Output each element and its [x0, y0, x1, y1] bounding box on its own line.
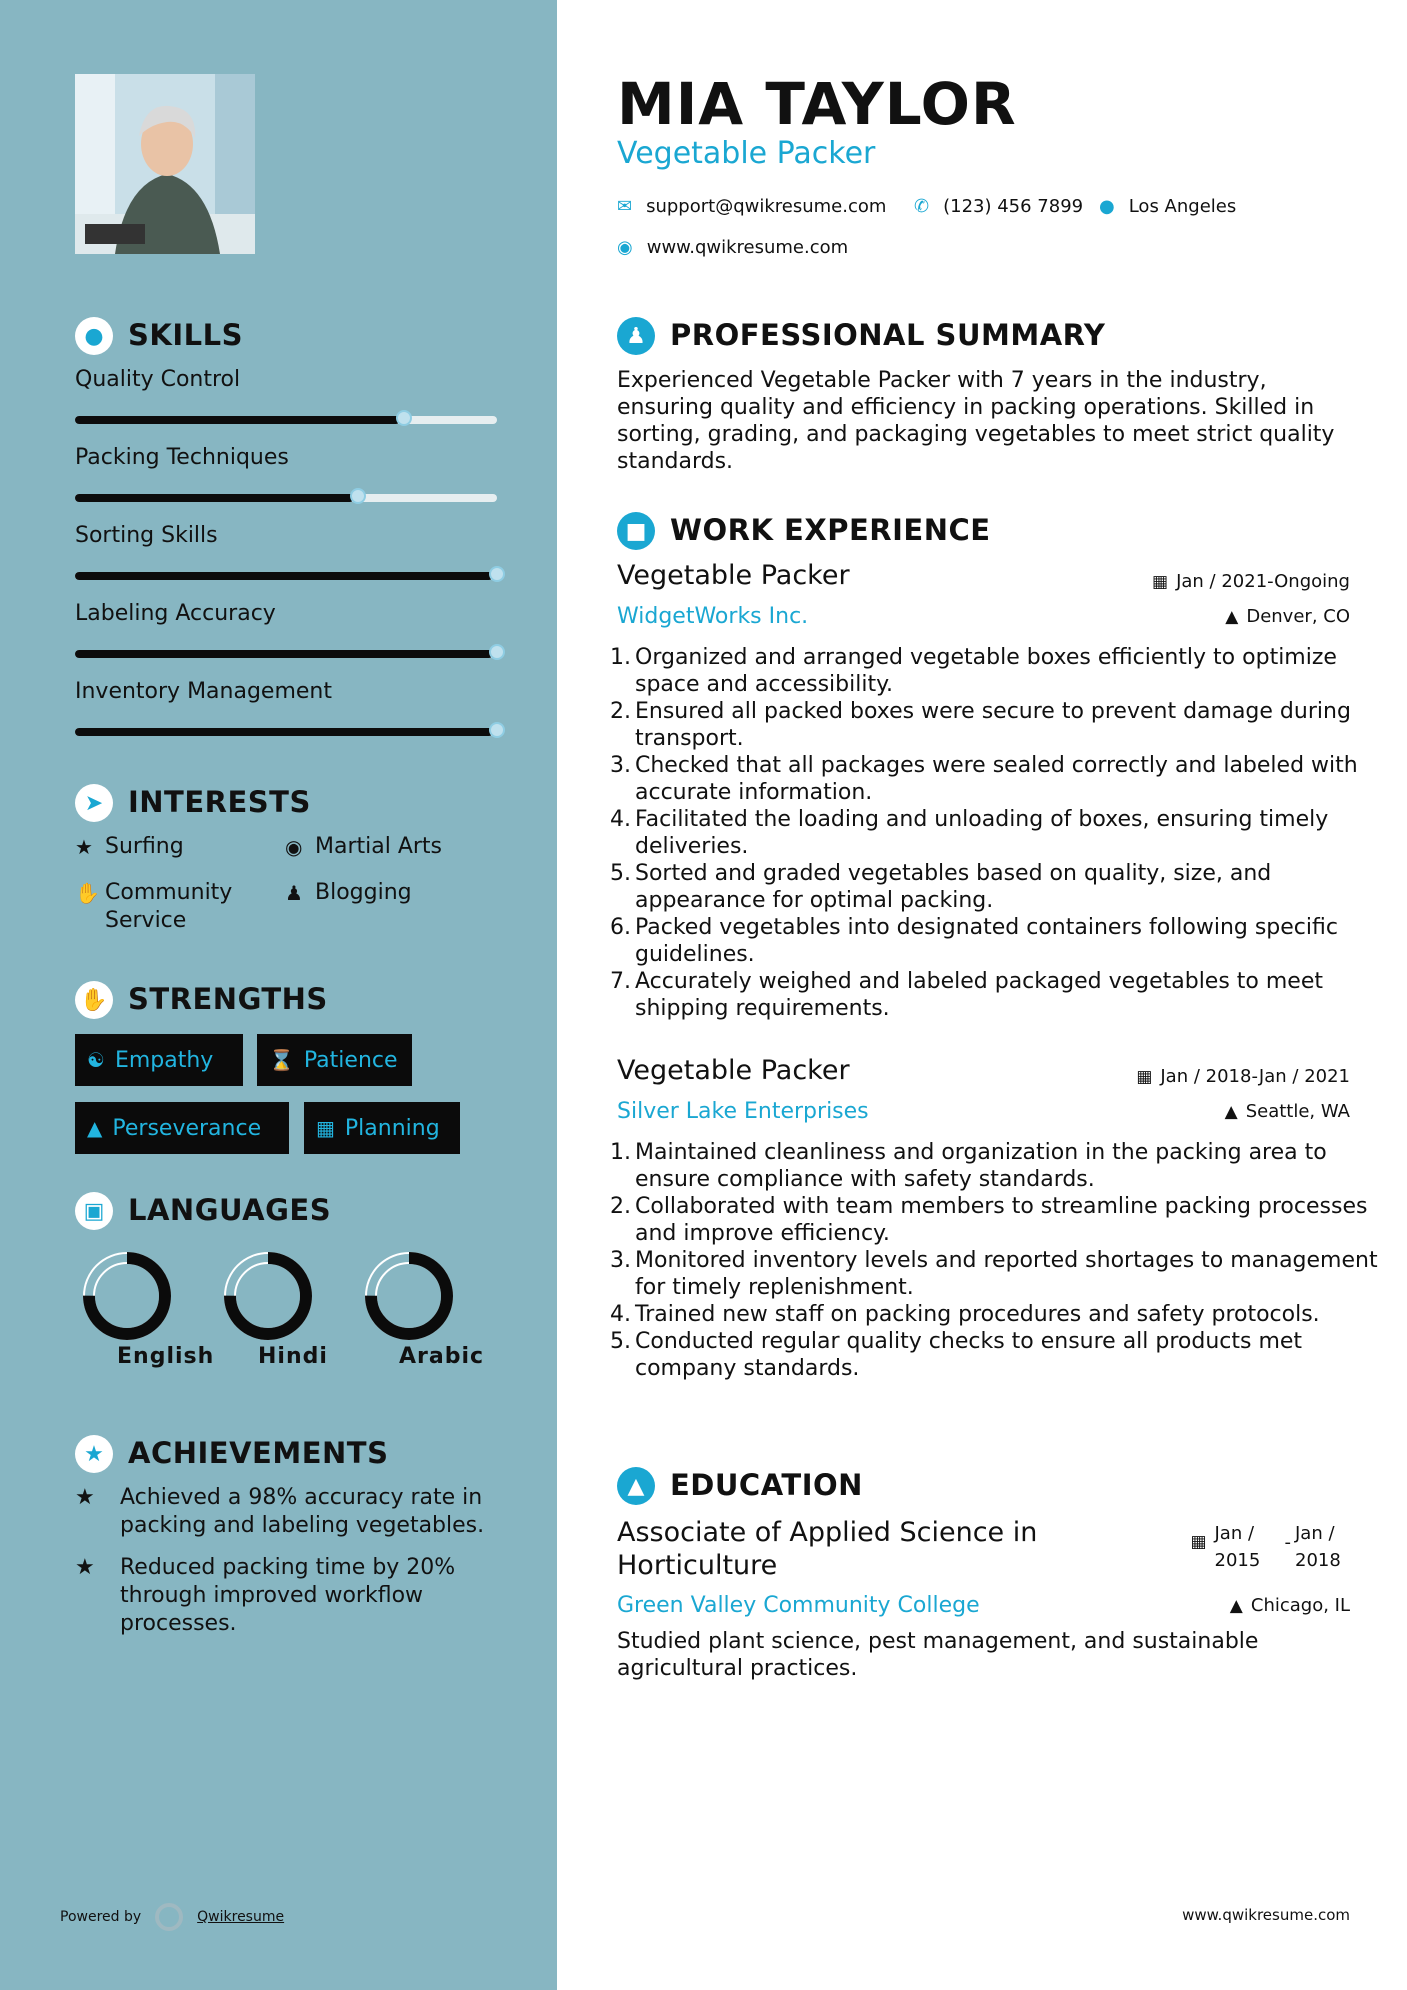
job-dates-text: Jan / 2018-Jan / 2021 — [1160, 1066, 1350, 1087]
road-icon: ▲ — [87, 1116, 103, 1140]
job-bullet: Organized and arranged vegetable boxes efficiently to optimize space and accessibility. — [635, 645, 1337, 697]
skill-fill — [75, 728, 493, 736]
interest-label: Martial Arts — [315, 834, 443, 859]
contact-email — [617, 196, 886, 217]
achievement-item — [75, 1554, 505, 1638]
achievement-text: Achieved a 98% accuracy rate in packing and labeling vegetables. — [120, 1485, 485, 1538]
interest-item — [75, 833, 184, 861]
location-text: Los Angeles — [1128, 196, 1237, 217]
skill-fill — [75, 494, 354, 502]
lightbulb-icon: ● — [75, 317, 113, 355]
main-content — [557, 0, 1407, 1990]
job-bullet: Conducted regular quality checks to ensure all products met company standards. — [635, 1329, 1303, 1381]
phone-text: (123) 456 7899 — [943, 196, 1084, 217]
education-dates — [1190, 1520, 1350, 1574]
calendar-icon: ▦ — [316, 1116, 335, 1140]
fist-icon: ✋ — [75, 981, 113, 1019]
skill-bar — [75, 650, 497, 658]
skill-bar — [75, 416, 497, 424]
job-dates — [1152, 571, 1350, 592]
language-donut — [361, 1248, 457, 1344]
language-label: Arabic — [399, 1344, 485, 1369]
website-text[interactable]: www.qwikresume.com — [646, 237, 849, 258]
job-dates — [1136, 1066, 1350, 1087]
skill-item — [75, 679, 505, 736]
strength-label: Perseverance — [112, 1115, 262, 1141]
pin-icon: ▲ — [1225, 606, 1239, 627]
qwikresume-logo-icon — [155, 1903, 183, 1931]
globe-icon: ◉ — [285, 835, 303, 859]
interest-item — [75, 879, 255, 935]
users-icon: ♟ — [285, 881, 303, 905]
footer-url[interactable]: www.qwikresume.com — [1182, 1906, 1350, 1924]
strength-label: Patience — [303, 1047, 398, 1073]
skill-item — [75, 445, 505, 502]
powered-by — [60, 1903, 284, 1931]
skill-item — [75, 367, 505, 424]
sidebar — [0, 0, 557, 1990]
language-item — [57, 1248, 215, 1369]
interest-label: Community Service — [105, 880, 233, 933]
profile-photo — [75, 74, 255, 254]
skill-fill — [75, 416, 400, 424]
star-icon: ★ — [75, 1555, 95, 1580]
skill-item — [75, 523, 505, 580]
contact-website — [617, 237, 848, 258]
job-title: Vegetable Packer — [617, 560, 850, 591]
chair-icon: ■ — [617, 512, 655, 550]
skill-knob — [489, 644, 505, 660]
job-company: WidgetWorks Inc. — [617, 604, 809, 629]
achievements-title: ACHIEVEMENTS — [128, 1436, 389, 1470]
strength-tag — [75, 1102, 289, 1154]
education-text: Studied plant science, pest management, and sustainable agricultural practices. — [617, 1629, 1259, 1681]
job-bullet: Monitored inventory levels and reported shortages to management for timely replenishment. — [635, 1248, 1378, 1300]
calendar-icon: ▦ — [1136, 1066, 1153, 1087]
job-location-text: Seattle, WA — [1245, 1101, 1350, 1122]
skill-fill — [75, 572, 493, 580]
skill-fill — [75, 650, 493, 658]
skill-label: Packing Techniques — [75, 445, 289, 470]
graduation-icon: ▲ — [617, 1467, 655, 1505]
globe-icon: ◉ — [617, 237, 633, 258]
education-title: EDUCATION — [670, 1468, 863, 1502]
candidate-role: Vegetable Packer — [617, 136, 876, 171]
job-location — [1225, 606, 1350, 627]
job-bullets — [610, 644, 1390, 1022]
interest-item — [285, 833, 442, 861]
hourglass-icon: ⌛ — [269, 1048, 294, 1072]
job-bullet: Maintained cleanliness and organization in the packing area to ensure compliance with safety standards. — [635, 1140, 1327, 1192]
badge-star-icon: ★ — [75, 1435, 113, 1473]
strength-tag — [257, 1034, 412, 1086]
education-location — [1230, 1595, 1350, 1616]
skills-title: SKILLS — [128, 318, 243, 352]
skill-label: Quality Control — [75, 367, 241, 392]
skill-label: Labeling Accuracy — [75, 601, 276, 626]
interest-label: Surfing — [105, 834, 184, 859]
star-icon: ★ — [75, 835, 93, 859]
interests-title: INTERESTS — [128, 785, 311, 819]
strength-tag — [75, 1034, 243, 1086]
contact-location — [1099, 196, 1236, 217]
profile-photo-illustration — [75, 74, 255, 254]
skill-label: Sorting Skills — [75, 523, 218, 548]
skill-bar — [75, 728, 497, 736]
powered-prefix: Powered by — [60, 1909, 142, 1925]
pin-icon: ▲ — [1224, 1101, 1238, 1122]
languages-title: LANGUAGES — [128, 1193, 332, 1227]
handshake-icon: ☯ — [87, 1048, 105, 1072]
strengths-title: STRENGTHS — [128, 982, 328, 1016]
education-location-text: Chicago, IL — [1250, 1595, 1350, 1616]
paper-plane-icon: ➤ — [75, 784, 113, 822]
date-separator: - — [1284, 1532, 1291, 1553]
skill-knob — [489, 566, 505, 582]
skill-knob — [396, 410, 412, 426]
skill-bar — [75, 494, 497, 502]
language-label: English — [117, 1344, 215, 1369]
skill-knob — [489, 722, 505, 738]
language-item — [198, 1248, 338, 1369]
email-text[interactable]: support@qwikresume.com — [646, 196, 887, 217]
job-bullet: Ensured all packed boxes were secure to prevent damage during transport. — [635, 699, 1351, 751]
achievement-text: Reduced packing time by 20% through improved workflow processes. — [120, 1555, 456, 1636]
job-bullet: Trained new staff on packing procedures and safety protocols. — [635, 1302, 1320, 1327]
degree-title: Associate of Applied Science in Horticulture — [617, 1517, 1038, 1581]
job-bullet: Facilitated the loading and unloading of boxes, ensuring timely deliveries. — [635, 807, 1329, 859]
summary-text: Experienced Vegetable Packer with 7 years in the industry, ensuring quality and efficiency in packing operations. Skilled in sorting, grading, and packaging vegetables to meet strict quality standards. — [617, 368, 1335, 474]
language-label: Hindi — [258, 1344, 328, 1369]
education-end: Jan / 2018 — [1295, 1523, 1341, 1571]
calendar-icon: ▦ — [1190, 1532, 1207, 1552]
interest-label: Blogging — [315, 880, 412, 905]
strength-tag — [304, 1102, 460, 1154]
hand-icon: ✋ — [75, 881, 100, 905]
envelope-icon: ✉ — [617, 196, 633, 217]
powered-brand-link[interactable]: Qwikresume — [197, 1909, 285, 1925]
contact-phone — [914, 196, 1083, 217]
school-name: Green Valley Community College — [617, 1593, 980, 1618]
education-start: Jan / 2015 — [1214, 1523, 1261, 1571]
job-bullet: Accurately weighed and labeled packaged vegetables to meet shipping requirements. — [635, 969, 1324, 1021]
job-title: Vegetable Packer — [617, 1055, 850, 1086]
strength-label: Planning — [344, 1115, 440, 1141]
interest-item — [285, 879, 412, 907]
job-bullets — [610, 1139, 1390, 1382]
achievement-item — [75, 1484, 505, 1540]
calendar-icon: ▦ — [1152, 571, 1169, 592]
skill-item — [75, 601, 505, 658]
summary-title: PROFESSIONAL SUMMARY — [670, 318, 1106, 352]
job-company: Silver Lake Enterprises — [617, 1099, 869, 1124]
candidate-name: MIA TAYLOR — [617, 70, 1017, 138]
job-location-text: Denver, CO — [1246, 606, 1350, 627]
skill-knob — [350, 488, 366, 504]
pin-icon: ▲ — [1229, 1595, 1243, 1616]
job-bullet: Sorted and graded vegetables based on quality, size, and appearance for optimal packing. — [635, 861, 1272, 913]
skill-bar — [75, 572, 497, 580]
language-donut — [79, 1248, 175, 1344]
job-dates-text: Jan / 2021-Ongoing — [1176, 571, 1350, 592]
job-bullet: Checked that all packages were sealed correctly and labeled with accurate information. — [635, 753, 1358, 805]
map-pin-icon: ● — [1099, 196, 1115, 217]
job-bullet: Collaborated with team members to streamline packing processes and improve efficiency. — [635, 1194, 1368, 1246]
user-icon: ♟ — [617, 317, 655, 355]
language-icon: ▣ — [75, 1192, 113, 1230]
job-bullet: Packed vegetables into designated containers following specific guidelines. — [635, 915, 1338, 967]
skill-label: Inventory Management — [75, 679, 332, 704]
experience-title: WORK EXPERIENCE — [670, 513, 991, 547]
language-donut — [220, 1248, 316, 1344]
language-item — [339, 1248, 485, 1369]
job-location — [1225, 1101, 1350, 1122]
phone-icon: ✆ — [914, 196, 930, 217]
star-icon: ★ — [75, 1485, 95, 1510]
strength-label: Empathy — [114, 1047, 214, 1073]
